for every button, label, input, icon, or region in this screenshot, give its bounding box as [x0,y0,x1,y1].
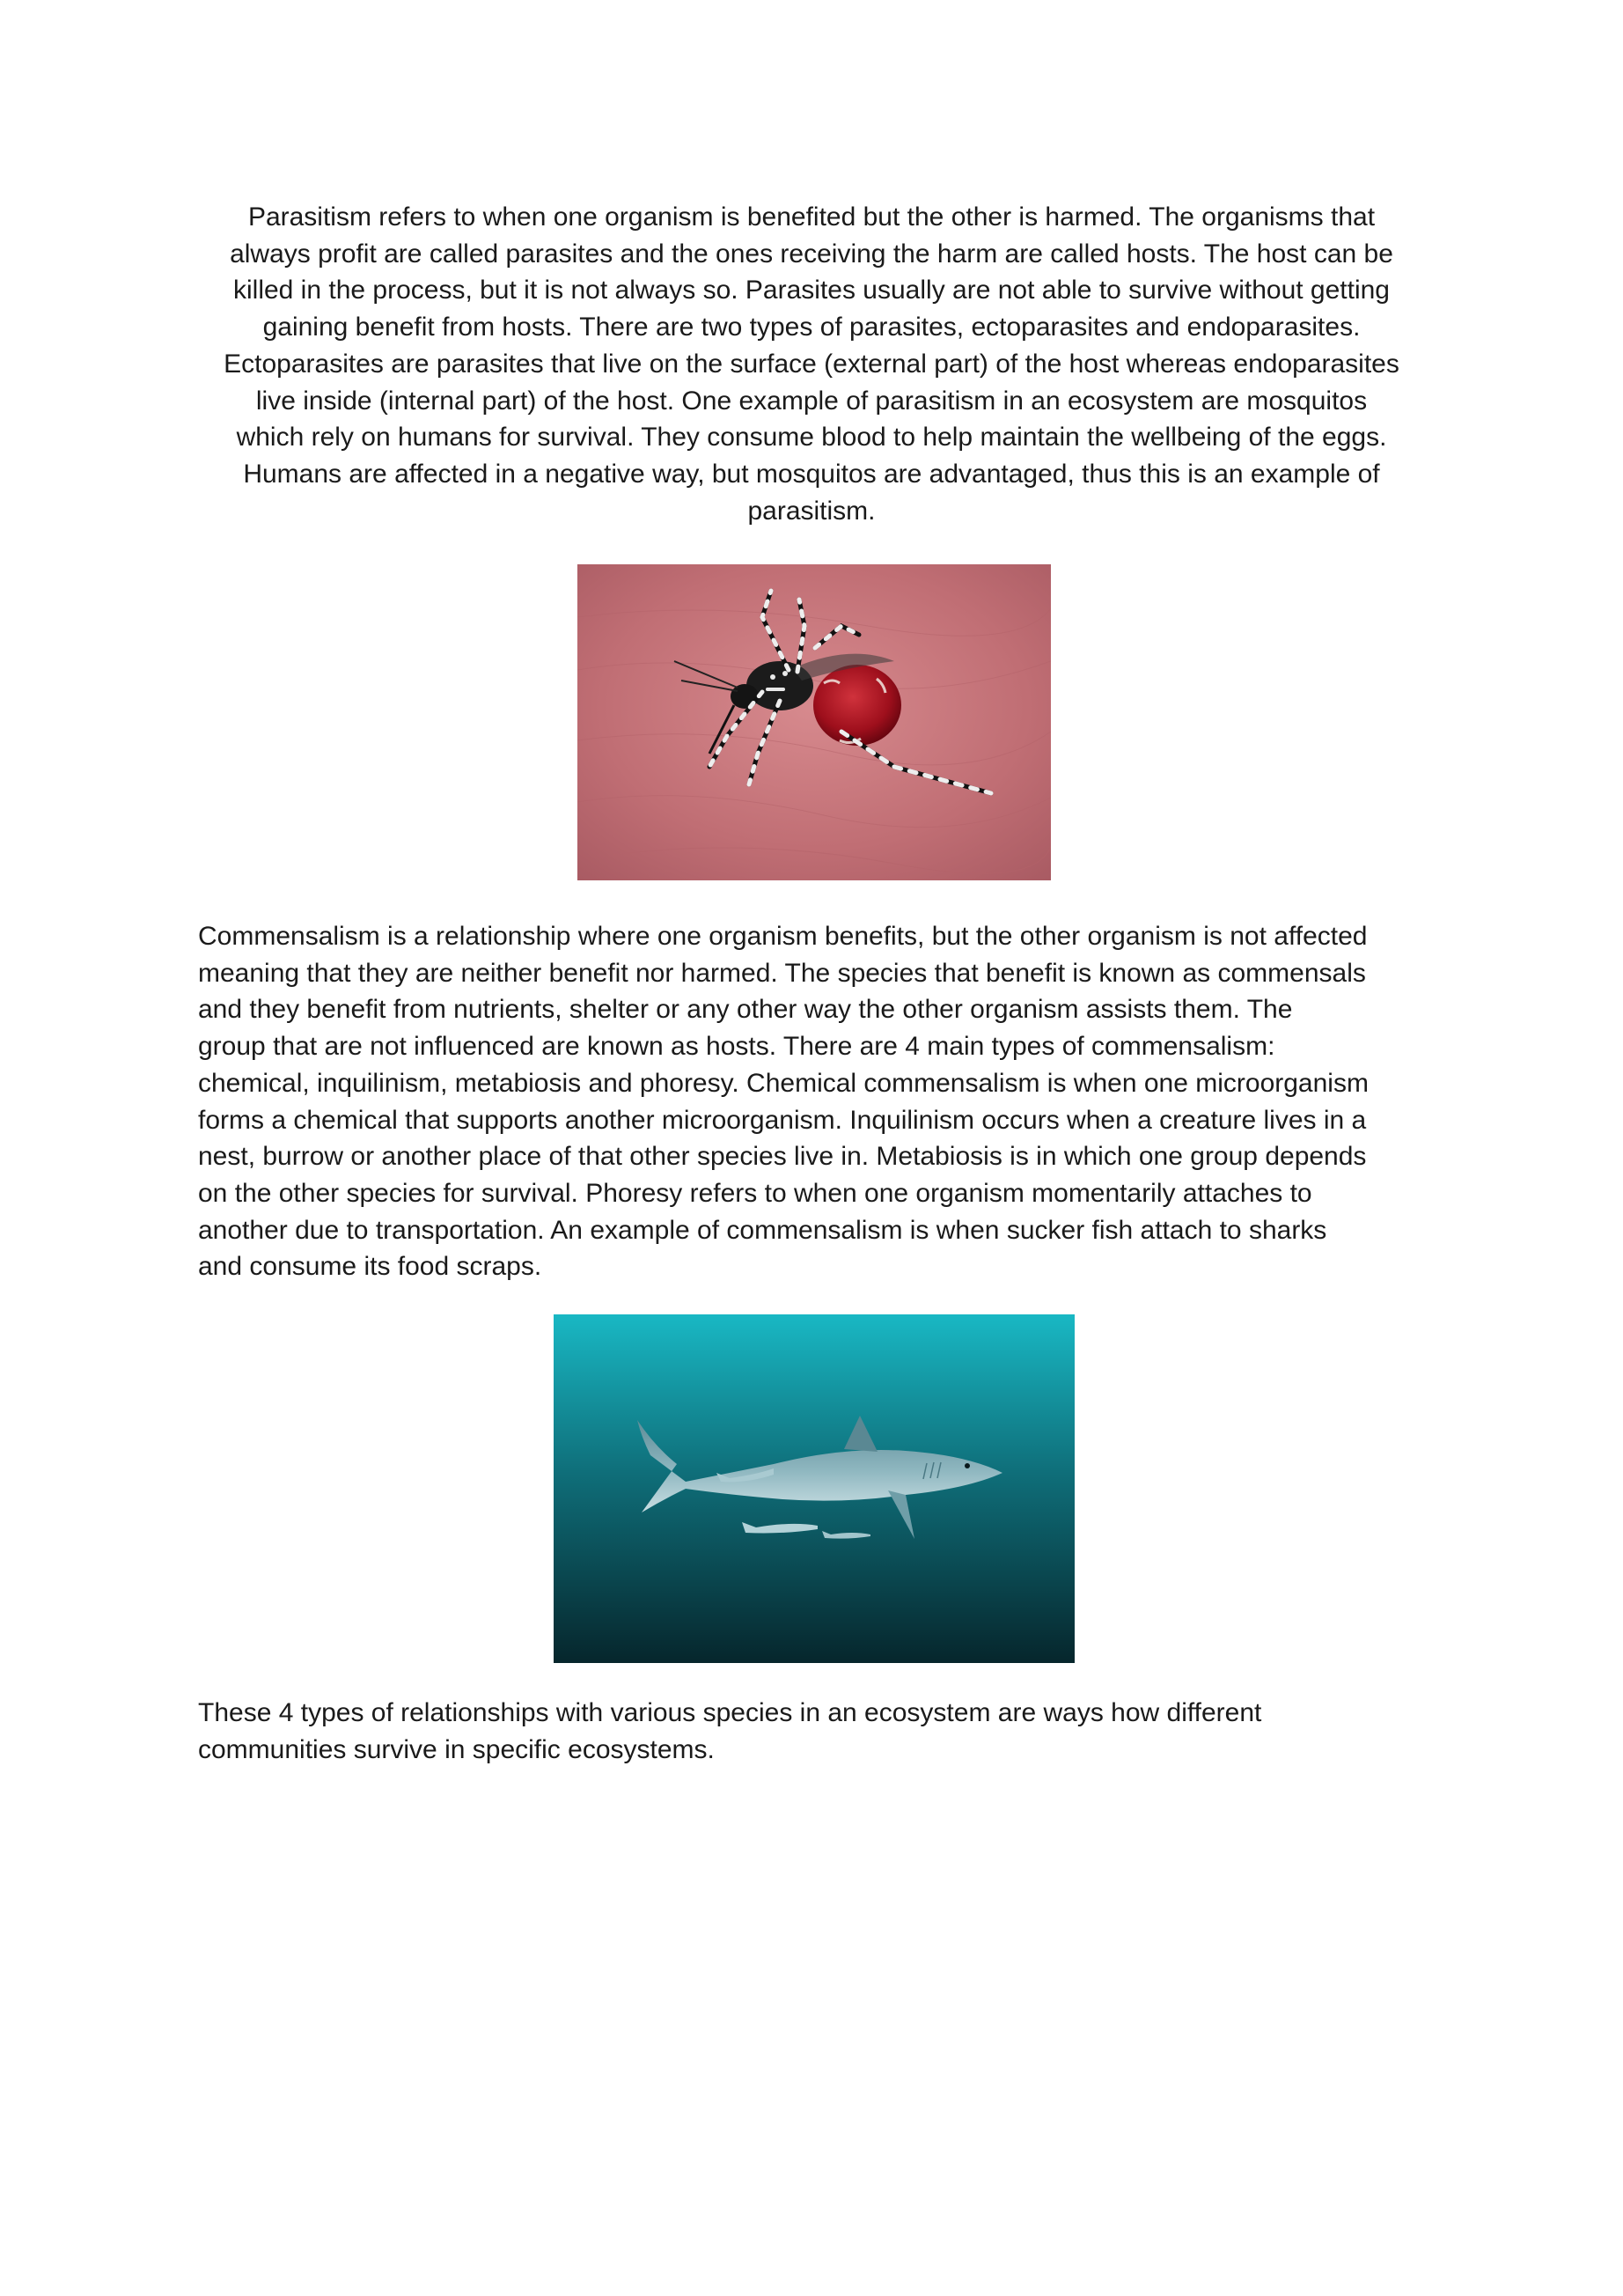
paragraph-commensalism: Commensalism is a relationship where one organism benefits, but the other organism is not affected meaning that they are neither benefit nor harmed. The species that benefit is known as commensals and they benefit from nutrients, shelter or any other way the other organism assists them. The group that are not influenced are known as hosts. There are 4 main types of commensalism: chemical, inquilinism, metabiosis and phoresy. Chemical commensalism is when one microorganism forms a chemical that supports another microorganism. Inquilinism occurs when a creature lives in a nest, burrow or another place of that other species live in. Metabiosis is in which one group depends on the other species for survival. Phoresy refers to when one organism momentarily attaches to another due to transportation. An example of commensalism is when sucker fish attach to sharks and consume its food scraps. [198,922,1369,1282]
paragraph-conclusion: These 4 types of relationships with various species in an ecosystem are ways how different communities survive in specific ecosystems. [198,1698,1262,1764]
paragraph-parasitism: Parasitism refers to when one organism is benefited but the other is harmed. The organisms that always profit are called parasites and the ones receiving the harm are called hosts. The host can be killed in the process, but it is not always so. Parasites usually are not able to survive without getting gaining benefit from hosts. There are two types of parasites, ectoparasites and endoparasites. Ectoparasites are parasites that live on the surface (external part) of the host whereas endoparasites live inside (internal part) of the host. One example of parasitism in an ecosystem are mosquitos which rely on humans for survival. They consume blood to help maintain the wellbeing of the eggs. Humans are affected in a negative way, but mosquitos are advantaged, thus this is an example of parasitism. [224,202,1399,526]
shark-photo [554,1314,1075,1663]
mosquito-photo [577,564,1051,880]
